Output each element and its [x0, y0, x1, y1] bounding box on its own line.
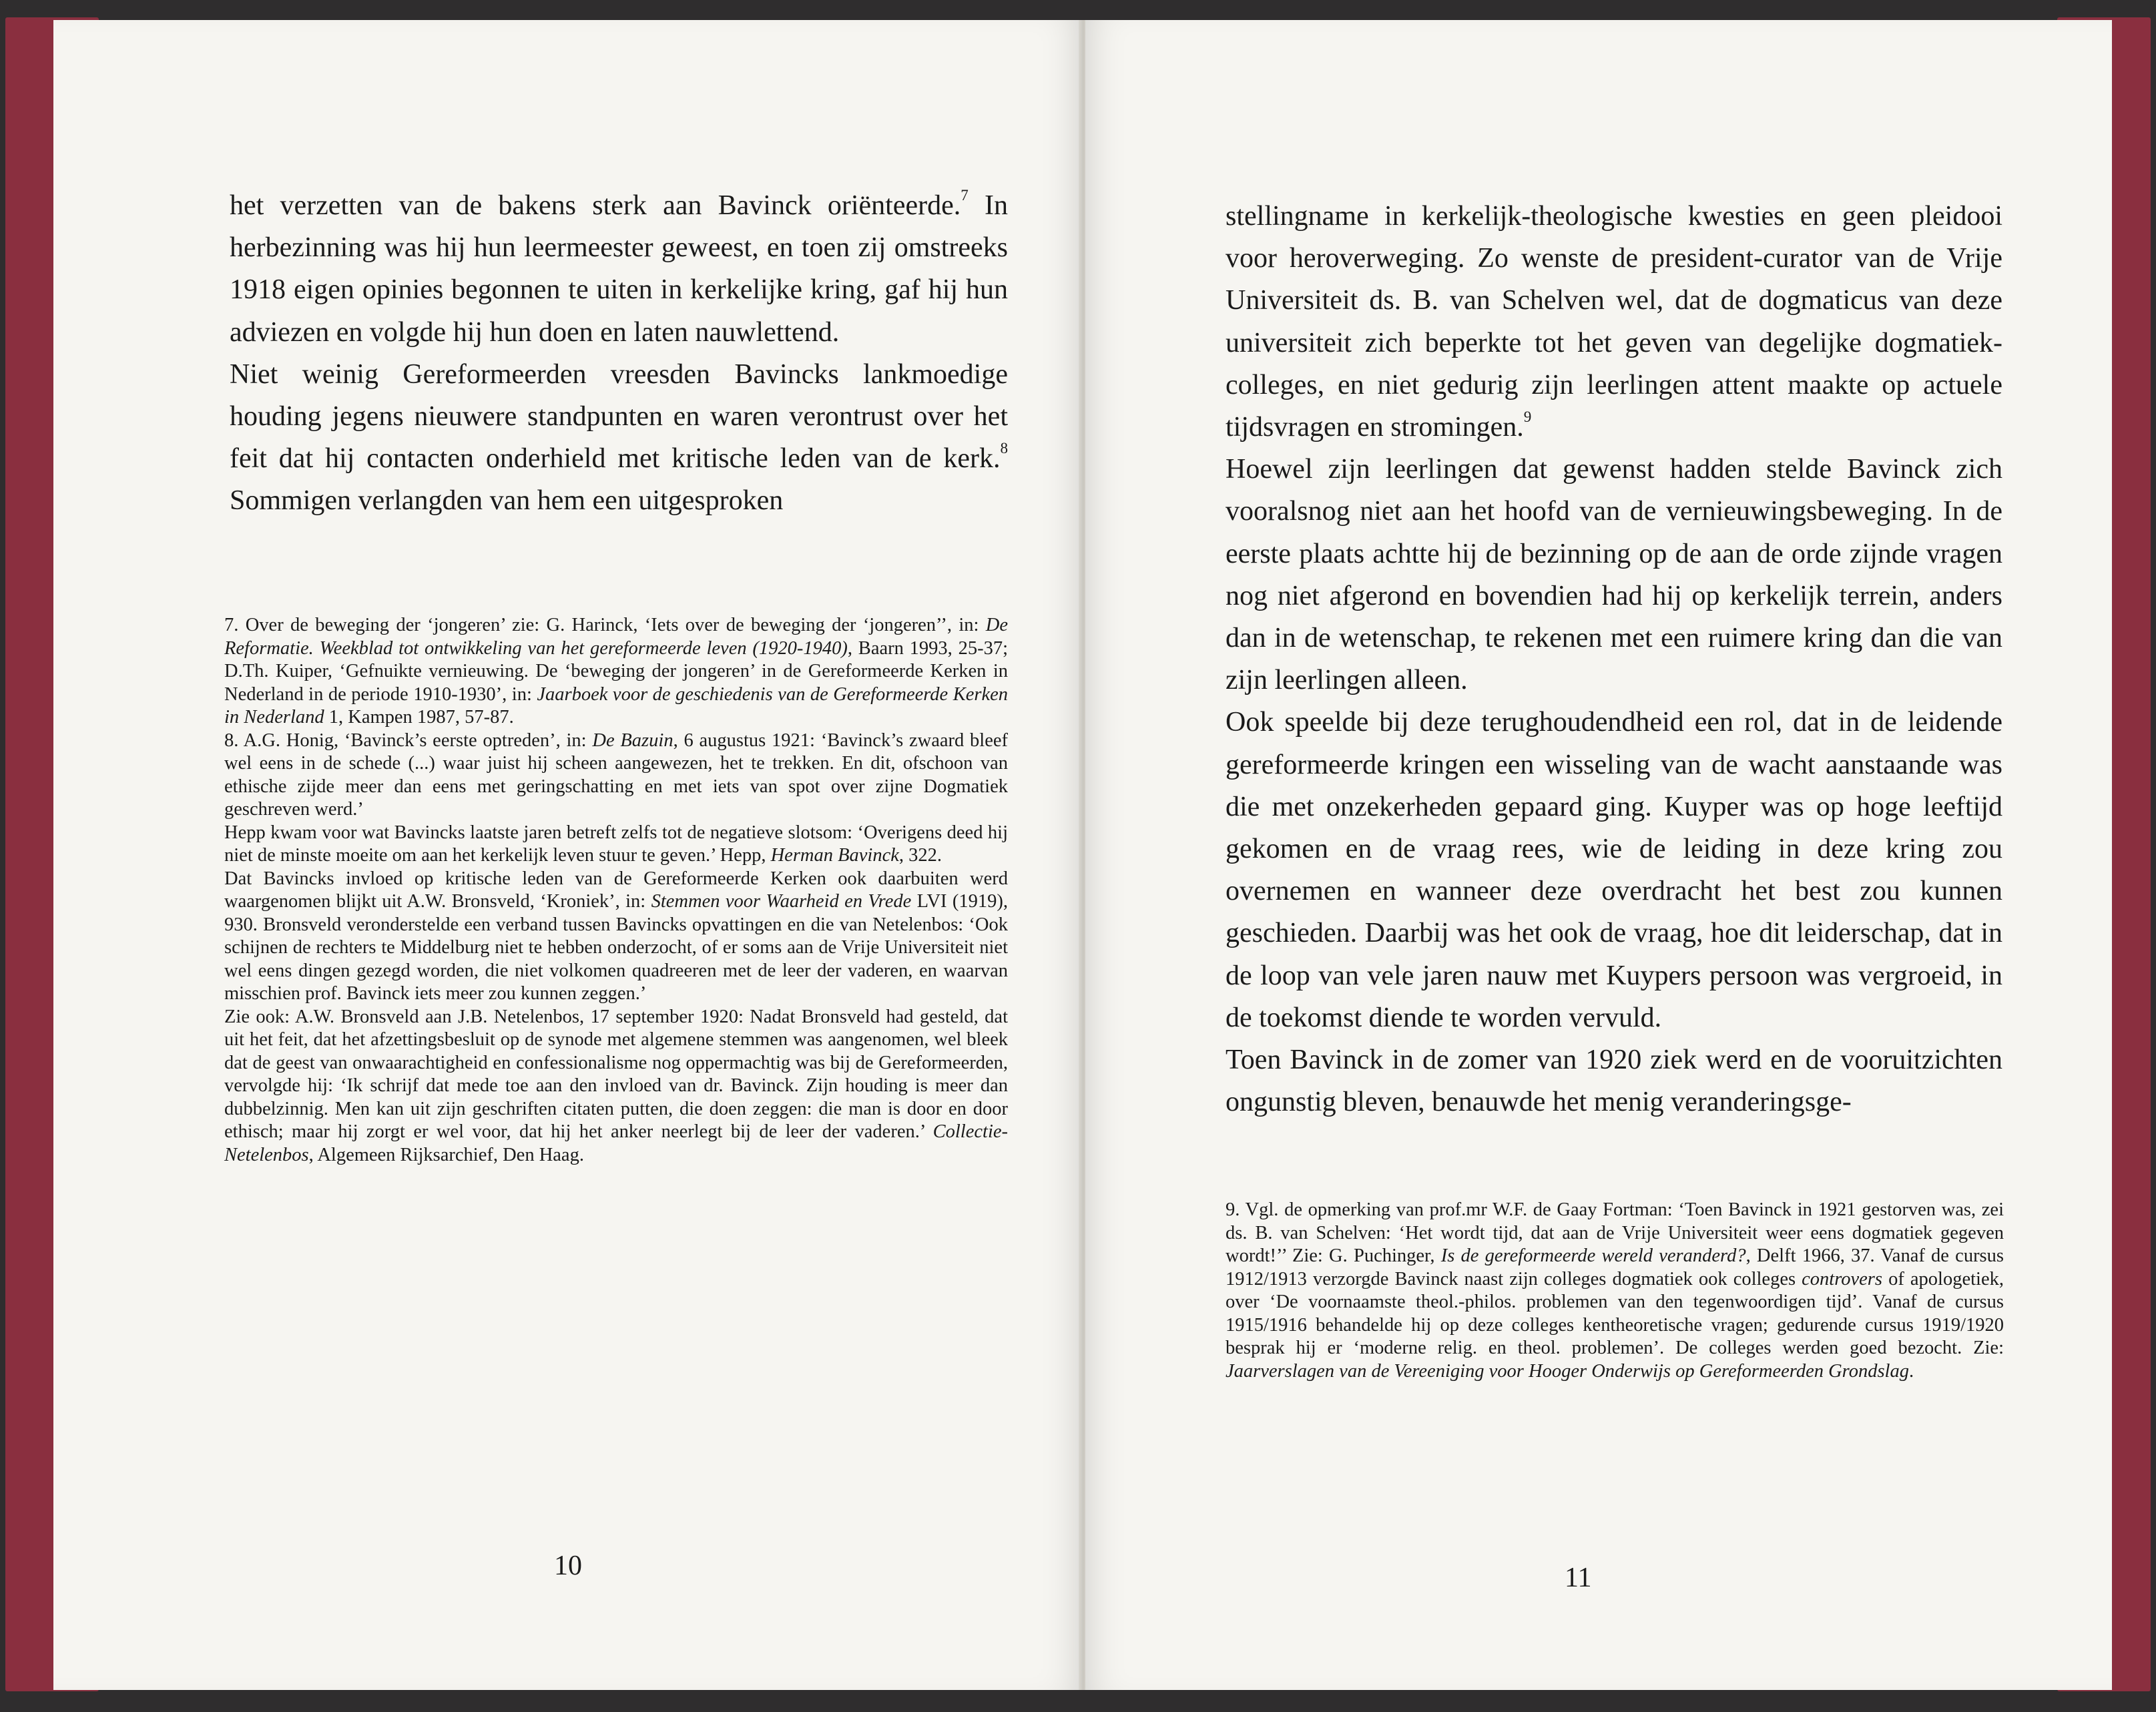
footnote-reference: 9	[1523, 408, 1532, 426]
italic-title: Jaarverslagen van de Vereeniging voor Hooger Onderwijs op Gereformeerden Grondslag	[1226, 1360, 1909, 1382]
italic-title: De Reformatie. Weekblad tot ontwikkeling van het gereformeerde leven (1920-1940)	[224, 615, 1008, 659]
text-run: , 322.	[898, 845, 942, 866]
left-paragraph	[230, 185, 1008, 354]
text-run: het verzetten van de bakens sterk aan Bavinck oriënteerde.	[230, 190, 961, 221]
text-run: 7. Over de beweging der ‘jongeren’ zie: G. Harinck, ‘Iets over de beweging der ‘jongeren’’, in:	[224, 615, 986, 635]
footnote-continuation	[224, 822, 1008, 868]
text-run: Hepp kwam voor wat Bavincks laatste jaren betreft zelfs tot de negatieve slotsom: ‘Overigens deed hij niet de minste moeite om aan het kerkelijk leven stuur te geven.’ Hepp,	[224, 822, 1008, 866]
text-run: Toen Bavinck in de zomer van 1920 ziek werd en de vooruitzichten ongunstig bleven, benauwde het menig veranderingsge-	[1226, 1045, 2002, 1118]
italic-title: De Bazuin	[592, 730, 673, 751]
text-run: Niet weinig Gereformeerden vreesden Bavincks lankmoedige houding jegens nieuwere standpunten en waren verontrust over het feit dat hij contacten onderhield met kritische leden van de kerk.	[230, 358, 1008, 475]
text-run: stellingname in kerkelijk-theologische kwesties en geen pleidooi voor heroverweging. Zo wenste de president-curator van de Vrije Universiteit ds. B. van Schelven wel, dat de dogmaticus van deze universiteit zich beperkte tot het geven van degelijke dogmatiek-colleges, en niet gedurig zijn leerlingen attent maakte op actuele tijdsvragen en stromingen.	[1226, 201, 2002, 443]
text-run: , Delft 1966, 37. Vanaf de cursus 1912/1913 verzorgde Bavinck naast zijn colleges dogmatiek ook colleges	[1226, 1245, 2004, 1290]
page-number-right: 11	[1565, 1562, 1592, 1593]
footnote-7	[224, 614, 1008, 730]
text-run: .	[1908, 1360, 1914, 1382]
footnote-continuation	[224, 868, 1008, 1006]
text-run: LVI (1919), 930. Bronsveld veronderstelde een verband tussen Bavincks opvattingen en die van Netelenbos: ‘Ook schijnen de rechters te Middelburg niet te hebben onderzocht, of er soms aan de Vrije Universiteit niet wel eens dingen gezegd worden, die niet volkomen quadreeren met de leer der vaderen, en waarvan misschien prof. Bavinck iets meer zou kunnen zeggen.’	[224, 891, 1008, 1004]
right-paragraph	[1226, 701, 2002, 1039]
text-run: of apologetiek, over ‘De voornaamste theol.-philos. problemen van den tegenwoordigen tijd’. Vanaf de cursus 1915/1916 behandelde hij op deze colleges kentheoretische vragen; gedurende cursus 1919/1920 besprak hij er ‘moderne relig. en theol. problemen’. De colleges werden goed bezocht. Zie:	[1226, 1268, 2004, 1358]
right-paragraph	[1226, 449, 2002, 701]
text-run: Zie ook: A.W. Bronsveld aan J.B. Netelenbos, 17 september 1920: Nadat Bronsveld had gesteld, dat uit het feit, dat het afzettingsbesluit op de synode met algemene stemmen was aangenomen, wel bleek dat de geest van onwaarachtigheid en confessionalisme nog oppermachtig was bij de Gereformeerden, vervolgde hij: ‘Ik schrijf dat mede toe aan den invloed van dr. Bavinck. Zijn houding is meer dan dubbelzinnig. Men kan uit zijn geschriften citaten putten, die doen zeggen: die man is door en door ethisch; maar hij zorgt er wel voor, dat hij het anker neerlegt bij de leer der vaderen.’	[224, 1006, 1008, 1142]
text-run: , Baarn 1993, 25-37; D.Th. Kuiper, ‘Gefnuikte vernieuwing. De ‘beweging der jongeren’ in de Gereformeerde Kerken in Nederland in de periode 1910-1930’, in:	[224, 637, 1008, 705]
text-run: , Algemeen Rijksarchief, Den Haag.	[308, 1144, 584, 1165]
text-run: Sommigen verlangden van hem een uitgesproken	[230, 485, 784, 517]
footnote-reference: 8	[1000, 439, 1008, 457]
text-run: In herbezinning was hij hun leermeester geweest, en toen zij omstreeks 1918 eigen opinies begonnen te uiten in kerkelijke kring, gaf hij hun adviezen en volgde hij hun doen en laten nauwlettend.	[230, 190, 1008, 348]
footnote-8	[224, 730, 1008, 822]
footnote-continuation	[224, 1006, 1008, 1167]
right-paragraph	[1226, 1039, 2002, 1123]
text-run: Hoewel zijn leerlingen dat gewenst hadden stelde Bavinck zich vooralsnog niet aan het hoofd van de vernieuwingsbeweging. In de eerste plaats achtte hij de bezinning op de aan de orde zijnde vragen nog niet afgerond en bovendien had hij op kerkelijk terrein, anders dan in de wetenschap, te rekenen met een ruimere kring dan die van zijn leerlingen alleen.	[1226, 454, 2002, 696]
text-run: 1, Kampen 1987, 57-87.	[324, 707, 514, 728]
italic-title: Stemmen voor Waarheid en Vrede	[651, 891, 912, 912]
right-footnotes	[1226, 1199, 2004, 1383]
footnote-9	[1226, 1199, 2004, 1383]
left-body-text	[230, 185, 1008, 523]
text-run: , 6 augustus 1921: ‘Bavinck’s zwaard bleef wel eens in de schede (...) waar juist hij scheen aangewezen, het te trekken. En dit, ofschoon van ethische zijde meer dan eens met geringschatting en met iets van spot over zijne Dogmatiek geschreven werd.’	[224, 730, 1009, 820]
italic-title: Herman Bavinck	[770, 845, 899, 866]
text-run: Ook speelde bij deze terughoudendheid een rol, dat in de leidende gereformeerde kringen een wisseling van de wacht aanstaande was die met onzekerheden gepaard ging. Kuyper was op hoge leeftijd gekomen en de vraag rees, wie de leiding in deze kring zou overnemen en wanneer deze overdracht het best zou kunnen geschieden. Daarbij was het ook de vraag, hoe dit leiderschap, dat in de loop van vele jaren nauw met Kuypers persoon was vergroeid, in de toekomst diende te worden vervuld.	[1226, 707, 2002, 1033]
left-paragraph	[230, 354, 1008, 523]
left-page	[53, 20, 1081, 1690]
text-run: 8. A.G. Honig, ‘Bavinck’s eerste optreden’, in:	[224, 730, 593, 751]
right-body-text	[1226, 196, 2002, 1123]
page-number-left: 10	[554, 1550, 582, 1581]
right-page	[1085, 20, 2112, 1690]
italic-title: controvers	[1802, 1268, 1882, 1290]
italic-title: Is de gereformeerde wereld veranderd?	[1440, 1245, 1746, 1266]
footnote-reference: 7	[961, 186, 969, 204]
left-footnotes	[224, 614, 1008, 1167]
italic-title: Jaarboek voor de geschiedenis van de Gereformeerde Kerken in Nederland	[224, 683, 1008, 728]
text-run: 9. Vgl. de opmerking van prof.mr W.F. de Gaay Fortman: ‘Toen Bavinck in 1921 gestorven was, zei ds. B. van Schelven: ‘Het wordt tijd, dat aan de Vrije Universiteit weer eens dogmatiek gegeven wordt!’’ Zie: G. Puchinger,	[1226, 1199, 2004, 1266]
right-paragraph	[1226, 196, 2002, 449]
italic-title: Collectie-Netelenbos	[224, 1121, 1008, 1165]
text-run: Dat Bavincks invloed op kritische leden van de Gereformeerde Kerken ook daarbuiten werd waargenomen blijkt uit A.W. Bronsveld, ‘Kroniek’, in:	[224, 868, 1008, 912]
